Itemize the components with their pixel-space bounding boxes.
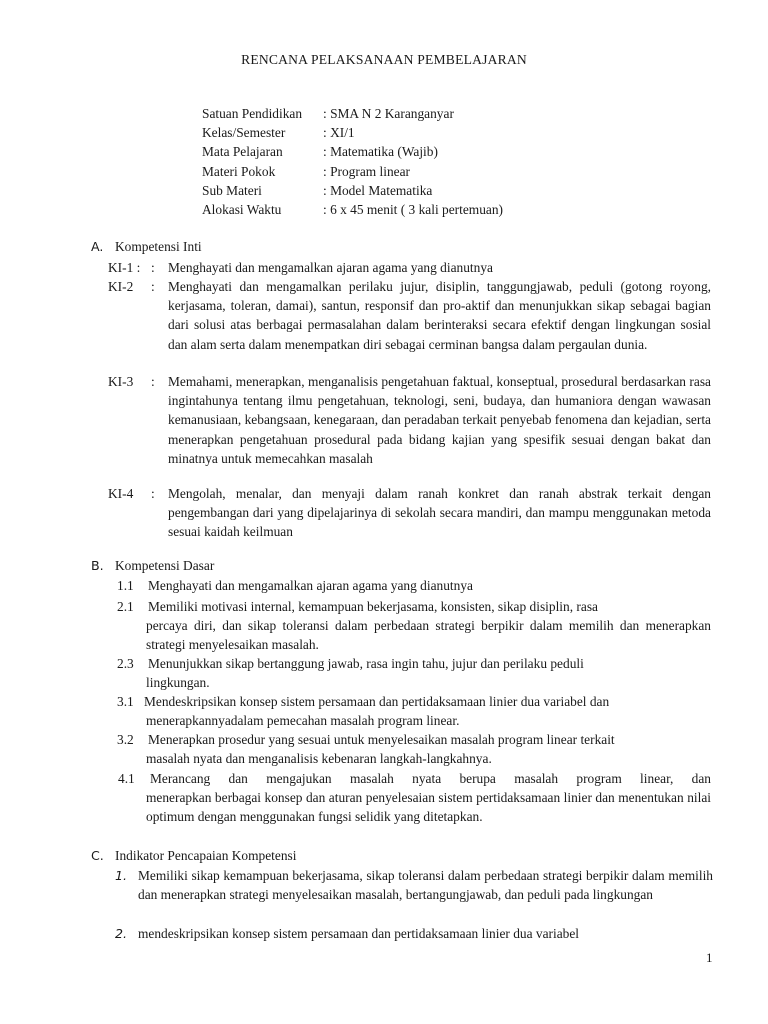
kd-first-line: Mendeskripsikan konsep sistem persamaan dan pertidaksamaan linier dua variabel dan <box>144 694 610 709</box>
ki-item <box>108 484 711 542</box>
section-title: Kompetensi Dasar <box>115 558 215 573</box>
info-row <box>202 142 503 161</box>
kd-item <box>117 654 711 692</box>
indicator-text: Memiliki sikap kemampuan bekerjasama, sikap toleransi dalam perbedaan strategi berpikir dalam memilih dan menerapkan strategi menyelesaikan masalah, bertangungjawab, dan peduli pada lingkungan <box>138 868 713 903</box>
kd-number: 4.1 <box>118 771 135 786</box>
indicator-text: mendeskripsikan konsep sistem persamaan dan pertidaksamaan linier dua variabel <box>138 926 580 941</box>
kd-item <box>117 730 711 768</box>
kd-item <box>117 597 711 655</box>
info-value: : XI/1 <box>323 125 355 141</box>
indicator-number: 1. <box>115 868 128 883</box>
indicator-item <box>115 924 713 943</box>
ki-item <box>108 258 711 277</box>
kd-number: 2.1 <box>117 599 134 614</box>
section-c-heading <box>91 847 296 865</box>
info-label: Sub Materi <box>202 182 262 198</box>
ki-text: Mengolah, menalar, dan menyaji dalam ranah konkret dan ranah abstrak terkait dengan pengembangan dari yang dipelajarinya di sekolah secara mandiri, dan mampu menggunakan metoda sesuai kaidah keilmuan <box>168 486 711 540</box>
section-b-heading <box>91 557 214 575</box>
info-label: Materi Pokok <box>202 163 276 179</box>
kd-first-line: Menghayati dan mengamalkan ajaran agama yang dianutnya <box>148 578 473 593</box>
ki-code: KI-4 <box>108 486 134 501</box>
section-letter: B. <box>91 558 104 573</box>
section-a-heading <box>91 238 202 256</box>
kd-first-line: Menerapkan prosedur yang sesuai untuk menyelesaikan masalah program linear terkait <box>148 732 615 747</box>
ki-item <box>108 277 711 354</box>
indicator-item <box>115 866 713 904</box>
kd-item <box>117 576 711 595</box>
section-letter: C. <box>91 848 104 863</box>
kd-continuation: percaya diri, dan sikap toleransi dalam perbedaan strategi berpikir dalam memilih dan menerapkan strategi menyelesaikan masalah. <box>146 618 711 653</box>
info-value: : Model Matematika <box>323 182 433 198</box>
info-label: Mata Pelajaran <box>202 144 283 160</box>
ki-code: KI-2 <box>108 279 134 294</box>
info-row <box>202 181 503 200</box>
indicator-number: 2. <box>115 926 128 941</box>
info-label: Alokasi Waktu <box>202 201 282 217</box>
info-value: : SMA N 2 Karanganyar <box>323 106 454 121</box>
kd-number: 3.2 <box>117 732 134 747</box>
ki-text: Memahami, menerapkan, menganalisis pengetahuan faktual, konseptual, prosedural berdasarkan rasa ingintahunya tentang ilmu pengetahuan, teknologi, seni, budaya, dan humaniora dengan wawasan kemanusiaan, kebangsaan, kenegaraan, dan peradaban terkait penyebab fenomena dan kejadian, serta menerapkan pengetahuan prosedural pada bidang kajian yang spesifik sesuai dengan bakat dan minatnya untuk memecahkan masalah <box>168 374 711 466</box>
ki-item <box>108 372 711 468</box>
kd-first-line: Menunjukkan sikap bertanggung jawab, rasa ingin tahu, jujur dan perilaku peduli <box>148 656 584 671</box>
ki-code: KI-1 : <box>108 260 141 275</box>
kd-continuation: masalah nyata dan menganalisis kebenaran langkah-langkahnya. <box>146 751 492 767</box>
kd-first-line: Memiliki motivasi internal, kemampuan bekerjasama, konsisten, sikap disiplin, rasa <box>148 599 598 614</box>
info-row <box>202 200 503 219</box>
ki-text: Menghayati dan mengamalkan perilaku jujur, disiplin, tanggungjawab, peduli (gotong royong, kerjasama, toleran, damai), santun, responsif dan pro-aktif dan menunjukkan sikap sebagai bagian dari solusi atas berbagai permasalahan dalam berinteraksi secara efektif dengan lingkungan sosial dan alam serta dalam menempatkan diri sebagai cerminan bangsa dalam pergaulan dunia. <box>168 279 711 352</box>
ki-colon: : <box>151 486 155 501</box>
info-row <box>202 162 503 181</box>
ki-text: Menghayati dan mengamalkan ajaran agama yang dianutnya <box>168 260 493 275</box>
section-title: Kompetensi Inti <box>115 239 202 254</box>
info-value: : 6 x 45 menit ( 3 kali pertemuan) <box>323 201 503 217</box>
kd-number: 3.1 <box>117 694 134 709</box>
ki-colon: : <box>151 260 155 275</box>
section-title: Indikator Pencapaian Kompetensi <box>115 848 297 863</box>
info-row <box>202 104 503 123</box>
info-table <box>202 104 503 219</box>
ki-colon: : <box>151 374 155 389</box>
info-row <box>202 123 503 142</box>
page-number: 1 <box>706 950 713 965</box>
info-label: Kelas/Semester <box>202 125 286 141</box>
info-label: Satuan Pendidikan <box>202 106 303 121</box>
kd-item <box>117 769 711 827</box>
kd-continuation: lingkungan. <box>146 675 210 691</box>
document-title: RENCANA PELAKSANAAN PEMBELAJARAN <box>241 52 527 67</box>
kd-continuation: menerapkannyadalam pemecahan masalah program linear. <box>146 713 460 729</box>
kd-item <box>117 692 711 730</box>
ki-colon: : <box>151 279 155 294</box>
ki-code: KI-3 <box>108 374 134 389</box>
kd-number: 2.3 <box>117 656 134 671</box>
info-value: : Matematika (Wajib) <box>323 144 438 160</box>
kd-number: 1.1 <box>117 578 134 593</box>
info-value: : Program linear <box>323 163 411 179</box>
kd-continuation: menerapkan berbagai konsep dan aturan penyelesaian sistem pertidaksamaan linier dan menentukan nilai optimum dengan menggunakan fungsi selidik yang ditetapkan. <box>146 790 711 825</box>
kd-first-line: Merancang dan mengajukan masalah nyata berupa masalah program linear, dan <box>150 771 711 786</box>
section-letter: A. <box>91 239 104 254</box>
